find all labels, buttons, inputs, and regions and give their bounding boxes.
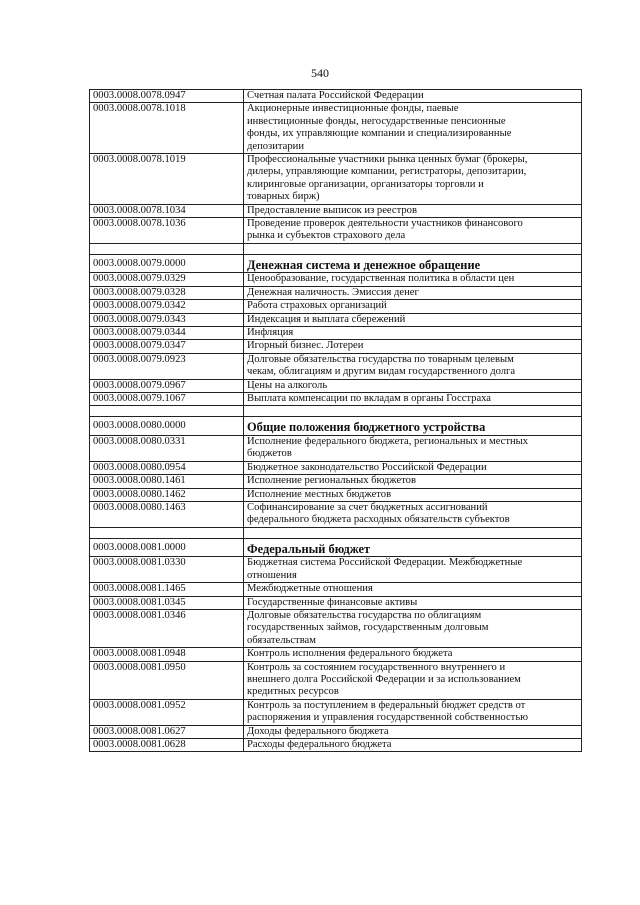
description-line: Ценообразование, государственная политика в области цен <box>247 273 515 285</box>
description-cell <box>244 699 582 725</box>
description-line: Общие положения бюджетного устройства <box>247 420 486 435</box>
description-line: Проведение проверок деятельности участников финансового <box>247 218 523 230</box>
description-cell <box>244 596 582 609</box>
description-line: Индексация и выплата сбережений <box>247 313 406 325</box>
description-cell <box>244 583 582 596</box>
description-line: кредитных ресурсов <box>247 686 339 698</box>
description-line: инвестиционные фонды, негосударственные пенсионные <box>247 115 506 127</box>
description-cell <box>244 406 582 417</box>
description-line: отношения <box>247 569 297 581</box>
table-row <box>90 488 582 501</box>
code-cell: 0003.0008.0080.1461 <box>90 475 244 488</box>
code-cell: 0003.0008.0079.0967 <box>90 379 244 392</box>
description-line: депозитарии <box>247 140 305 152</box>
description-cell <box>244 218 582 244</box>
code-cell: 0003.0008.0080.1462 <box>90 488 244 501</box>
table-row <box>90 300 582 313</box>
code-cell: 0003.0008.0081.0628 <box>90 738 244 751</box>
section-heading-row <box>90 538 582 557</box>
code-cell: 0003.0008.0079.0342 <box>90 300 244 313</box>
description-line: бюджетов <box>247 448 292 460</box>
description-line: Инфляция <box>247 327 294 338</box>
code-cell: 0003.0008.0080.0331 <box>90 435 244 461</box>
description-line: Бюджетное законодательство Российской Федерации <box>247 461 487 473</box>
code-cell: 0003.0008.0079.0347 <box>90 340 244 353</box>
description-cell <box>244 340 582 353</box>
table-row <box>90 204 582 217</box>
description-line: обязательствам <box>247 634 316 646</box>
description-cell <box>244 103 582 154</box>
table-row <box>90 327 582 340</box>
code-cell: 0003.0008.0078.1018 <box>90 103 244 154</box>
section-heading-row <box>90 254 582 273</box>
spacer-row <box>90 406 582 417</box>
description-cell <box>244 738 582 751</box>
description-line: Контроль за состоянием государственного внутреннего и <box>247 661 506 673</box>
table-row <box>90 596 582 609</box>
description-line: рынка и субъектов страхового дела <box>247 230 406 242</box>
description-line: Профессиональные участники рынка ценных бумаг (брокеры, <box>247 154 528 166</box>
description-line: Цены на алкоголь <box>247 379 328 391</box>
description-cell <box>244 243 582 254</box>
description-line: Доходы федерального бюджета <box>247 725 389 737</box>
description-line: Контроль исполнения федерального бюджета <box>247 648 453 660</box>
description-line: государственных займов, государственным долговым <box>247 622 489 634</box>
description-line: Игорный бизнес. Лотереи <box>247 340 364 352</box>
table-row <box>90 725 582 738</box>
spacer-row <box>90 243 582 254</box>
section-title-cell <box>244 538 582 557</box>
table-row <box>90 661 582 699</box>
table-row <box>90 273 582 286</box>
code-cell: 0003.0008.0078.1036 <box>90 218 244 244</box>
description-line: чекам, облигациям и другим видам государственного долга <box>247 366 516 378</box>
code-cell: 0003.0008.0079.1067 <box>90 393 244 406</box>
table-row <box>90 154 582 205</box>
description-cell <box>244 286 582 299</box>
code-cell: 0003.0008.0081.0000 <box>90 538 244 557</box>
table-row <box>90 103 582 154</box>
code-cell: 0003.0008.0079.0328 <box>90 286 244 299</box>
code-cell: 0003.0008.0079.0344 <box>90 327 244 340</box>
code-cell: 0003.0008.0078.0947 <box>90 90 244 103</box>
table-row <box>90 738 582 751</box>
code-cell <box>90 243 244 254</box>
description-line: Работа страховых организаций <box>247 300 387 312</box>
classifier-table-body <box>90 90 582 752</box>
description-line: Контроль за поступлением в федеральный бюджет средств от <box>247 699 526 711</box>
table-row <box>90 286 582 299</box>
description-cell <box>244 488 582 501</box>
description-line: Исполнение местных бюджетов <box>247 488 392 500</box>
table-row <box>90 353 582 379</box>
code-cell: 0003.0008.0081.1465 <box>90 583 244 596</box>
code-cell: 0003.0008.0080.0000 <box>90 417 244 436</box>
description-cell <box>244 609 582 647</box>
description-cell <box>244 393 582 406</box>
description-line: Софинансирование за счет бюджетных ассигнований <box>247 501 488 513</box>
code-cell: 0003.0008.0081.0345 <box>90 596 244 609</box>
description-line: Долговые обязательства государства по товарным целевым <box>247 353 514 365</box>
description-cell <box>244 661 582 699</box>
page-number: 540 <box>311 66 329 80</box>
description-line: распоряжения и управления государственной собственностью <box>247 712 529 724</box>
description-line: Расходы федерального бюджета <box>247 738 392 750</box>
description-line: Акционерные инвестиционные фонды, паевые <box>247 103 459 115</box>
description-cell <box>244 501 582 527</box>
description-cell <box>244 154 582 205</box>
section-heading-row <box>90 417 582 436</box>
description-cell <box>244 273 582 286</box>
description-line: Бюджетная система Российской Федерации. Межбюджетные <box>247 557 523 569</box>
code-cell: 0003.0008.0079.0000 <box>90 254 244 273</box>
code-cell: 0003.0008.0081.0952 <box>90 699 244 725</box>
code-cell: 0003.0008.0081.0627 <box>90 725 244 738</box>
description-line: товарных бирж) <box>247 191 320 203</box>
description-cell <box>244 204 582 217</box>
spacer-row <box>90 527 582 538</box>
code-cell: 0003.0008.0081.0330 <box>90 557 244 583</box>
description-cell <box>244 353 582 379</box>
description-cell <box>244 648 582 661</box>
description-cell <box>244 300 582 313</box>
table-row <box>90 475 582 488</box>
description-line: клиринговые организации, организаторы торговли и <box>247 178 484 190</box>
code-cell: 0003.0008.0081.0948 <box>90 648 244 661</box>
description-cell <box>244 379 582 392</box>
description-line: Государственные финансовые активы <box>247 596 418 608</box>
classifier-table <box>89 89 582 752</box>
description-line: дилеры, управляющие компании, регистраторы, депозитарии, <box>247 166 527 178</box>
description-line: Исполнение федерального бюджета, региональных и местных <box>247 435 529 447</box>
description-line: Федеральный бюджет <box>247 541 371 556</box>
code-cell: 0003.0008.0081.0346 <box>90 609 244 647</box>
description-line: Межбюджетные отношения <box>247 583 373 595</box>
table-row <box>90 501 582 527</box>
section-title-cell <box>244 417 582 436</box>
table-row <box>90 557 582 583</box>
description-line: Долговые обязательства государства по облигациям <box>247 609 482 621</box>
code-cell: 0003.0008.0080.1463 <box>90 501 244 527</box>
description-line: внешнего долга Российской Федерации и за использованием <box>247 673 521 685</box>
table-row <box>90 609 582 647</box>
table-row <box>90 313 582 326</box>
code-cell <box>90 406 244 417</box>
code-cell: 0003.0008.0078.1019 <box>90 154 244 205</box>
table-row <box>90 340 582 353</box>
code-cell: 0003.0008.0080.0954 <box>90 461 244 474</box>
section-title-cell <box>244 254 582 273</box>
description-cell <box>244 725 582 738</box>
description-line: Денежная наличность. Эмиссия денег <box>247 286 419 298</box>
table-row <box>90 379 582 392</box>
code-cell: 0003.0008.0079.0343 <box>90 313 244 326</box>
description-line: Выплата компенсации по вкладам в органы Госстраха <box>247 393 492 405</box>
description-line: Исполнение региональных бюджетов <box>247 475 416 487</box>
description-cell <box>244 475 582 488</box>
table-row <box>90 90 582 103</box>
code-cell: 0003.0008.0079.0329 <box>90 273 244 286</box>
table-row <box>90 435 582 461</box>
description-cell <box>244 313 582 326</box>
description-cell <box>244 527 582 538</box>
description-cell <box>244 90 582 103</box>
description-line: федерального бюджета расходных обязательств субъектов <box>247 514 510 526</box>
code-cell: 0003.0008.0078.1034 <box>90 204 244 217</box>
table-row <box>90 218 582 244</box>
code-cell: 0003.0008.0081.0950 <box>90 661 244 699</box>
table-row <box>90 699 582 725</box>
description-cell <box>244 435 582 461</box>
table-row <box>90 461 582 474</box>
table-row <box>90 393 582 406</box>
description-line: Предоставление выписок из реестров <box>247 204 417 216</box>
description-cell <box>244 557 582 583</box>
table-row <box>90 583 582 596</box>
description-line: Денежная система и денежное обращение <box>247 257 481 272</box>
description-cell <box>244 461 582 474</box>
code-cell: 0003.0008.0079.0923 <box>90 353 244 379</box>
description-line: Счетная палата Российской Федерации <box>247 90 424 101</box>
description-line: фонды, их управляющие компании и специализированные <box>247 128 512 140</box>
code-cell <box>90 527 244 538</box>
table-row <box>90 648 582 661</box>
description-cell <box>244 327 582 340</box>
